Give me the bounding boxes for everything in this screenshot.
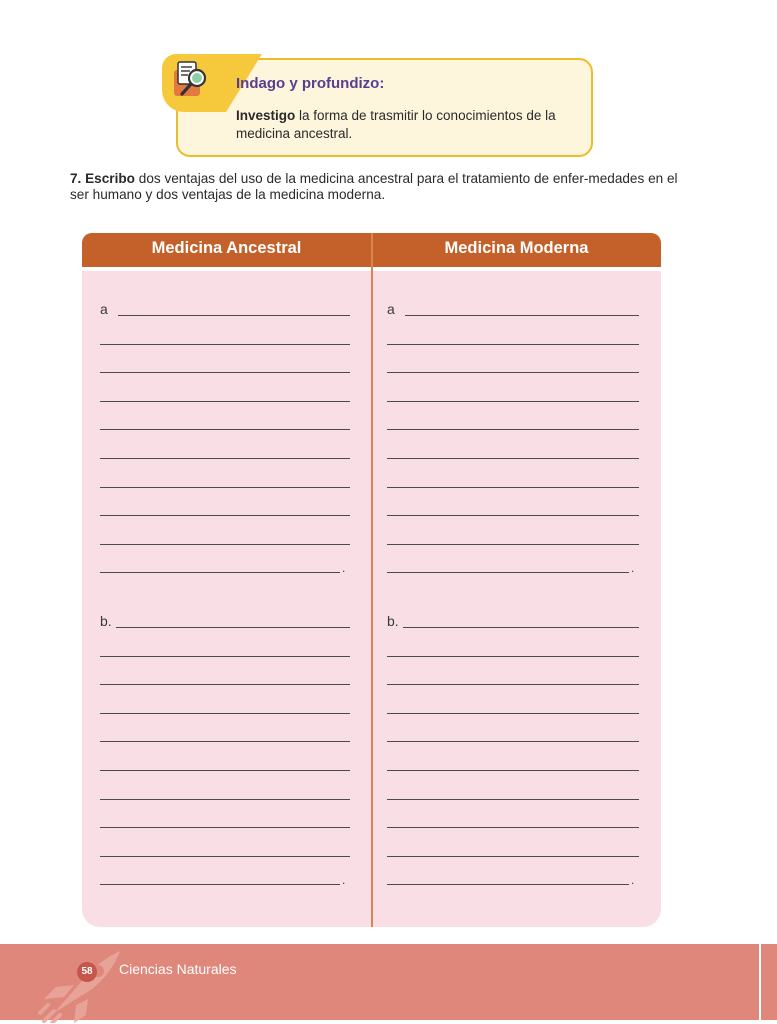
answer-line[interactable] bbox=[387, 401, 639, 402]
callout-body-text: la forma de trasmitir lo conocimientos de la medicina ancestral. bbox=[236, 108, 556, 141]
exercise-number: 7. Escribo bbox=[70, 171, 135, 186]
exercise-text: dos ventajas del uso de la medicina ancestral para el tratamiento de enfer-medades en el ser humano y dos ventajas de la medicina moderna. bbox=[70, 171, 678, 202]
answer-line[interactable] bbox=[100, 487, 350, 488]
answer-line[interactable] bbox=[100, 827, 350, 828]
answer-line[interactable] bbox=[100, 372, 350, 373]
line-end-period: . bbox=[342, 873, 346, 887]
answer-line[interactable] bbox=[387, 827, 639, 828]
item-letter: a bbox=[387, 301, 395, 317]
answer-line[interactable] bbox=[100, 884, 340, 885]
answer-line[interactable] bbox=[405, 315, 639, 316]
line-end-period: . bbox=[631, 561, 635, 575]
answer-line[interactable] bbox=[387, 544, 639, 545]
answer-line[interactable] bbox=[100, 515, 350, 516]
answer-line[interactable] bbox=[387, 770, 639, 771]
answer-line[interactable] bbox=[387, 458, 639, 459]
column-header-ancestral: Medicina Ancestral bbox=[151, 239, 302, 257]
page-number-badge: 58 bbox=[77, 962, 97, 982]
column-divider bbox=[371, 233, 373, 927]
item-letter: b. bbox=[387, 613, 399, 629]
answer-line[interactable] bbox=[100, 544, 350, 545]
callout-title: Indago y profundizo: bbox=[236, 75, 385, 92]
callout-body-bold: Investigo bbox=[236, 108, 296, 123]
subject-name: Ciencias Naturales bbox=[119, 961, 237, 977]
magnifier-document-icon bbox=[168, 58, 212, 102]
answer-line[interactable] bbox=[100, 572, 340, 573]
answer-line[interactable] bbox=[100, 856, 350, 857]
answer-line[interactable] bbox=[118, 315, 350, 316]
item-letter: b. bbox=[100, 613, 112, 629]
answer-line[interactable] bbox=[387, 856, 639, 857]
answer-line[interactable] bbox=[100, 429, 350, 430]
answer-line[interactable] bbox=[100, 344, 350, 345]
answer-line[interactable] bbox=[100, 458, 350, 459]
answer-line[interactable] bbox=[387, 884, 629, 885]
answer-line[interactable] bbox=[387, 515, 639, 516]
item-letter: a bbox=[100, 301, 108, 317]
answer-line[interactable] bbox=[100, 684, 350, 685]
comparison-table bbox=[82, 233, 661, 927]
answer-line[interactable] bbox=[387, 656, 639, 657]
answer-line[interactable] bbox=[100, 401, 350, 402]
answer-line[interactable] bbox=[116, 627, 350, 628]
answer-line[interactable] bbox=[387, 572, 629, 573]
answer-line[interactable] bbox=[100, 713, 350, 714]
answer-line[interactable] bbox=[100, 799, 350, 800]
answer-line[interactable] bbox=[403, 627, 639, 628]
answer-line[interactable] bbox=[100, 741, 350, 742]
answer-line[interactable] bbox=[387, 344, 639, 345]
answer-line[interactable] bbox=[387, 799, 639, 800]
answer-line[interactable] bbox=[387, 684, 639, 685]
answer-line[interactable] bbox=[100, 656, 350, 657]
answer-line[interactable] bbox=[100, 770, 350, 771]
column-header-modern: Medicina Moderna bbox=[444, 239, 589, 257]
line-end-period: . bbox=[342, 561, 346, 575]
answer-line[interactable] bbox=[387, 372, 639, 373]
answer-line[interactable] bbox=[387, 429, 639, 430]
footer-edge bbox=[761, 944, 777, 1020]
answer-line[interactable] bbox=[387, 487, 639, 488]
exercise-instruction bbox=[70, 171, 690, 203]
answer-line[interactable] bbox=[387, 741, 639, 742]
line-end-period: . bbox=[631, 873, 635, 887]
callout-body bbox=[236, 107, 586, 143]
rocket-icon bbox=[34, 943, 124, 1023]
answer-line[interactable] bbox=[387, 713, 639, 714]
